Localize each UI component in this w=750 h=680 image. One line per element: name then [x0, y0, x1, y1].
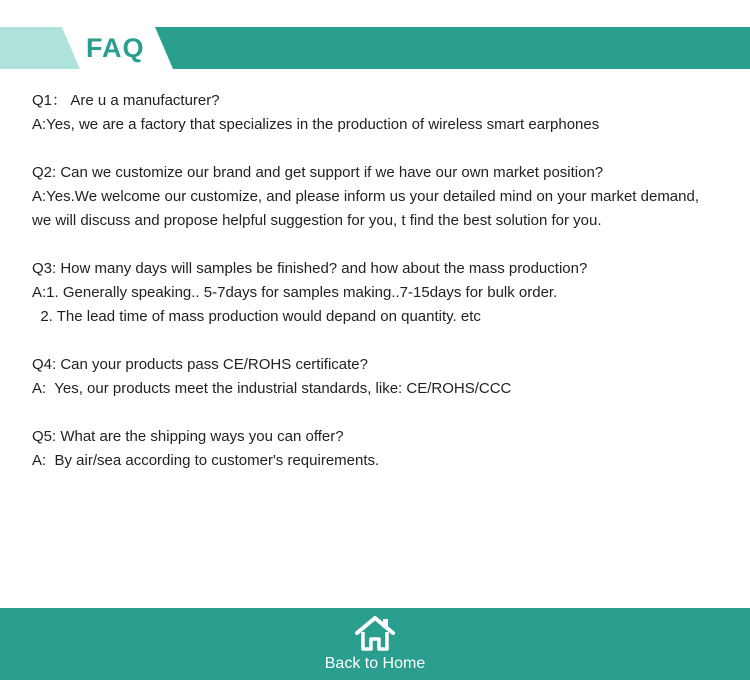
faq-item-q5: [32, 425, 732, 473]
faq-item-q4: [32, 353, 732, 401]
answer-q3-line2: 2. The lead time of mass production would depand on quantity. etc: [32, 308, 481, 325]
back-to-home-link[interactable]: [300, 608, 450, 680]
faq-banner: [0, 27, 750, 69]
footer-bar: [0, 608, 750, 680]
answer-q4: A: Yes, our products meet the industrial standards, like: CE/ROHS/CCC: [32, 380, 512, 397]
answer-q3-line1: A:1. Generally speaking.. 5-7days for samples making..7-15days for bulk order.: [32, 284, 558, 301]
back-to-home-label: Back to Home: [324, 655, 426, 672]
faq-item-q3: [32, 257, 732, 329]
answer-q1: A:Yes, we are a factory that specializes in the production of wireless smart earphones: [32, 116, 600, 133]
question-q5: Q5: What are the shipping ways you can offer?: [32, 428, 344, 445]
faq-list: [32, 89, 732, 497]
faq-title: FAQ: [86, 33, 145, 63]
question-q1: Q1： Are u a manufacturer?: [32, 92, 220, 109]
question-q4: Q4: Can your products pass CE/ROHS certificate?: [32, 356, 368, 373]
faq-item-q2: [32, 161, 732, 233]
answer-q2-line2: we will discuss and propose helpful suggestion for you, t find the best solution for you.: [32, 212, 602, 229]
answer-q2-line1: A:Yes.We welcome our customize, and please inform us your detailed mind on your market demand,: [32, 188, 700, 205]
faq-item-q1: [32, 89, 732, 137]
question-q2: Q2: Can we customize our brand and get support if we have our own market position?: [32, 164, 604, 181]
question-q3: Q3: How many days will samples be finished? and how about the mass production?: [32, 260, 588, 277]
answer-q5: A: By air/sea according to customer's requirements.: [32, 452, 380, 469]
home-icon: [354, 615, 396, 651]
